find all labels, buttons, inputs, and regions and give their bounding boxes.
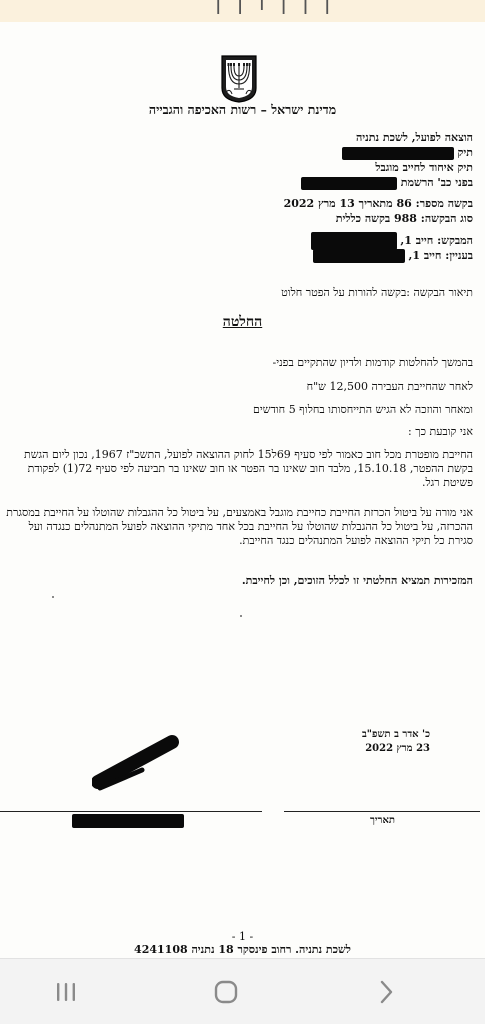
scan-speck [240,615,242,617]
decision-date-block [340,728,430,756]
redaction-bar [301,177,397,190]
redaction-bar [313,249,405,263]
state-emblem-icon [218,54,260,104]
signature-line-left [0,811,262,812]
page-number: - 1 - [231,930,254,943]
navigation-bar [0,958,485,1024]
party-applicant-label: המבקש: חייב 1, [400,234,473,247]
paragraph-2: לאחר שהחייבת העבירה 12,500 ש"ח [306,380,473,393]
redacted-signature [92,734,182,794]
footer-address: לשכת נתניה. רחוב פינסקר 18 נתניה 4241108 [134,943,351,956]
document-page[interactable] [0,22,485,958]
header-line-office: הוצאה לפועל, לשכת נתניה [355,131,473,144]
party-line-applicant [13,232,473,248]
home-button[interactable] [206,977,246,1007]
signature-line-right [284,811,480,812]
date-gregorian: 23 מרץ 2022 [365,743,430,754]
request-number: בקשה מספר: 86 מתאריך 13 מרץ 2022 [283,197,473,210]
paragraph-secretariat: המזכירות תמציא החלטתי זו לכלל הזוכים, וכן לחייבת. [241,574,473,587]
header-line-registrar [13,175,473,190]
header-line-case [13,145,473,160]
parties-block [13,232,473,264]
request-block [13,196,473,226]
request-subject: תיאור הבקשה :בקשה להורות על הפטר חלוט [281,286,473,299]
paragraph-4: אני קובעת כך : [408,425,473,438]
header-line-registrar-label: בפני כב' הרשמת [400,176,473,189]
back-chevron-icon [376,979,396,1005]
document-heading: מדינת ישראל – רשות האכיפה והגבייה [148,102,337,117]
case-header-block [13,130,473,190]
decision-title: החלטה [222,314,263,330]
party-line-matter [13,248,473,264]
date-hebrew: כ' אדר ב תשפ"ב [361,729,430,740]
recents-button[interactable] [46,977,86,1007]
paragraph-3: ומאחר והוזכה לא הגיש התייחסותו בחלוף 5 חודשים [253,403,473,416]
paragraph-restrictions: אני מורה על ביטול הכרזת החייבת כחייבת מוגבל באמצעים, על ביטול כל ההגבלות שהוטלו על החייבת במסגרת ההכרזה, על ביטול כל ההגבלות שהוטלו על החייבת בכל אחד מתיקי ההוצאה לפועל המתנהלים כנגדה ועל סגירת כל תיקי ההוצאה לפועל המתנהלים כנגד החייבת. [6,506,473,547]
header-line-case-label: תיק [457,146,473,159]
back-button[interactable] [366,977,406,1007]
request-type: סוג הבקשה: 988 בקשה כללית [335,212,473,225]
recents-icon [54,981,78,1003]
paragraph-1: בהמשך להחלטות קודמות ולדיון שהתקיים בפני- [272,356,473,369]
top-bar-partial-text: ן ן ן ו ן ן [215,0,335,15]
redaction-bar [342,147,454,160]
scan-speck [52,596,54,598]
redaction-bar [72,814,184,828]
date-signature-label: תאריך [370,815,395,826]
home-icon [213,979,239,1005]
top-app-bar [0,0,485,22]
party-matter-label: בעניין: חייב 1, [408,249,473,262]
header-line-consolidated: תיק איחוד לחייב מוגבל [375,161,473,174]
paragraph-discharge: החייבת מופטרת מכל חוב כאמור לפי סעיף 69ל15 לחוק ההוצאה לפועל, התשכ"ז 1967, נכון ליום הגשת בקשת ההפטר, 15.10.18, מלבד חוב שאינו בר הפטר או חוב שאינו בר תביעה לפי סעיף 72(1) לפקודת פשיטת רגל. [24,448,473,489]
